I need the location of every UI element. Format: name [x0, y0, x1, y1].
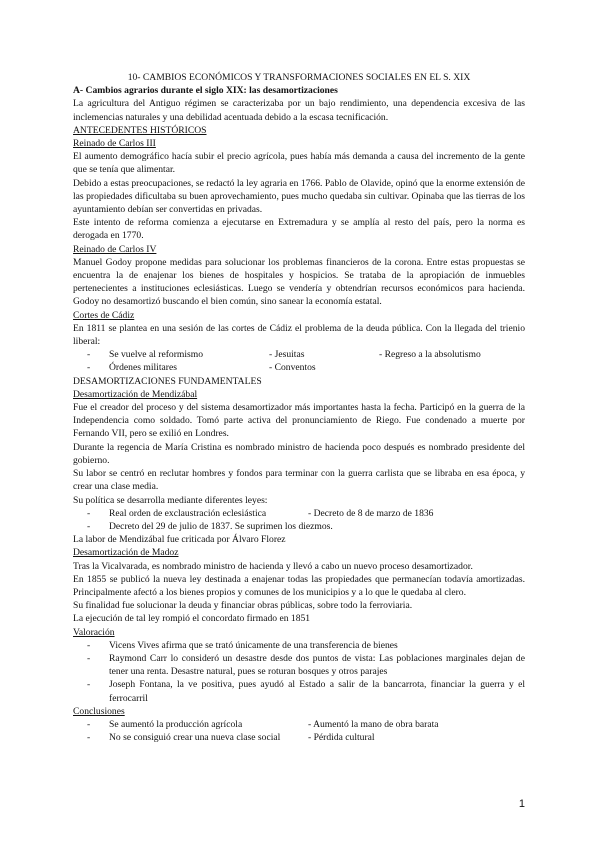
list-item: Se aumentó la producción agrícola: [109, 718, 243, 730]
intro-paragraph: La agricultura del Antiguo régimen se caracterizaba por un bajo rendimiento, una dependencia excesiva de las inclemencias naturales y una debilidad acentuada debido a la escasa tecnificación.: [73, 98, 525, 123]
list-item: - Vicens Vives afirma que se trató únicamente de una transferencia de bienes: [73, 639, 525, 652]
madoz-paragraph-3: Su finalidad fue solucionar la deuda y financiar obras públicas, sobre todo la ferroviaria.: [73, 600, 413, 612]
cadiz-list-row: [73, 348, 525, 361]
list-item: Se vuelve al reformismo: [109, 349, 204, 361]
list-item: Órdenes militares: [109, 362, 177, 374]
conclusiones-heading: Conclusiones: [73, 705, 125, 717]
list-item: - Conventos: [269, 362, 316, 374]
bullet-dash: -: [87, 520, 91, 532]
bullet-dash: -: [87, 639, 91, 651]
list-item: Decreto del 29 de julio de 1837. Se suprimen los diezmos.: [109, 520, 333, 532]
carlos3-heading: Reinado de Carlos III: [73, 138, 156, 150]
bullet-dash: -: [87, 362, 91, 374]
mendizabal-paragraph-5: La labor de Mendizábal fue criticada por Álvaro Florez: [73, 534, 286, 546]
laws-list-row: [73, 520, 525, 533]
mendizabal-paragraph-4: Su política se desarrolla mediante diferentes leyes:: [73, 494, 268, 506]
laws-list-row: [73, 507, 525, 520]
madoz-heading: Desamortización de Madoz: [73, 547, 179, 559]
carlos4-paragraph: Manuel Godoy propone medidas para solucionar los problemas financieros de la corona. Entre estas propuestas se encuentra la de enajenar los bienes de hospitales y hospicios. Se trataba de la apropiación de inmuebles pertenecientes a instituciones eclesiásticas. Luego se vendería y obtendrían recursos económicos para hacienda. Godoy no desamortizó buscando el bien común, sino sanear la economía estatal.: [73, 256, 525, 308]
bullet-dash: -: [87, 349, 91, 361]
cadiz-heading: Cortes de Cádiz: [73, 309, 135, 321]
carlos3-paragraph-3: Este intento de reforma comienza a ejecutarse en Extremadura y se amplía al resto del país, pero la norma es derogada en 1770.: [73, 217, 525, 242]
list-item: - Joseph Fontana, la ve positiva, pues ayudó al Estado a salir de la bancarrota, financiar la guerra y el ferrocarril: [73, 678, 525, 704]
list-item: - Aumentó la mano de obra barata: [308, 718, 439, 730]
list-item: Real orden de exclaustración eclesiástica: [109, 507, 267, 519]
list-item: - Decreto de 8 de marzo de 1836: [308, 507, 434, 519]
cadiz-list-row: [73, 361, 525, 374]
cadiz-paragraph: En 1811 se plantea en una sesión de las cortes de Cádiz el problema de la deuda pública. Con la llegada del trienio liberal:: [73, 322, 525, 348]
mendizabal-paragraph-3: Su labor se centró en reclutar hombres y fondos para terminar con la guerra carlista que se libraba en esa época, y crear una clase media.: [73, 468, 525, 493]
page-number: 1: [518, 798, 525, 810]
conclusiones-row: [73, 718, 525, 731]
list-item: - Regreso a la absolutismo: [379, 349, 481, 361]
fundamentales-heading: DESAMORTIZACIONES FUNDAMENTALES: [73, 375, 262, 387]
bullet-dash: -: [87, 507, 91, 519]
bullet-dash: -: [87, 718, 91, 730]
madoz-paragraph-2: En 1855 se publicó la nueva ley destinada a enajenar todas las propiedades que permanecían todavía amortizadas. Principalmente afectó a los bienes propios y comunes de los municipios y a lo que le quedaba al clero.: [73, 573, 525, 598]
carlos3-paragraph-2: Debido a estas preocupaciones, se redactó la ley agraria en 1766. Pablo de Olavide, opinó que la enorme extensión de las propiedades dificultaba su buen aprovechamiento, pues mucho quedaba sin cultivar. Opinaba que las tierras de los ayuntamiento debían ser convertidas en privadas.: [73, 177, 525, 216]
list-item: No se consiguió crear una nueva clase social: [109, 732, 281, 744]
document-title: 10- CAMBIOS ECONÓMICOS Y TRANSFORMACIONES SOCIALES EN EL S. XIX: [127, 72, 471, 83]
section-subtitle: A- Cambios agrarios durante el siglo XIX: las desamortizaciones: [73, 85, 338, 97]
antecedentes-heading: ANTECEDENTES HISTÓRICOS: [73, 124, 207, 136]
madoz-paragraph-4: La ejecución de tal ley rompió el concordato firmado en 1851: [73, 613, 311, 625]
bullet-dash: -: [87, 652, 91, 664]
valoracion-heading: Valoración: [73, 626, 115, 638]
list-item: - Pérdida cultural: [308, 732, 375, 744]
mendizabal-paragraph-2: Durante la regencia de María Cristina es nombrado ministro de hacienda poco después es nombrado presidente del gobierno.: [73, 441, 525, 466]
list-item: - Jesuitas: [269, 349, 305, 361]
mendizabal-paragraph-1: Fue el creador del proceso y del sistema desamortizador más importantes hasta la fecha. Participó en la guerra de la Independencia como soldado. Tomó parte activa del pronunciamiento de Riego. Fue condenado a muerte por Fernando VII, pero se exilió en Londres.: [73, 402, 525, 440]
bullet-dash: -: [87, 679, 91, 691]
mendizabal-heading: Desamortización de Mendizábal: [73, 388, 198, 400]
bullet-dash: -: [87, 732, 91, 744]
document-page: [73, 71, 525, 744]
carlos4-heading: Reinado de Carlos IV: [73, 243, 157, 255]
madoz-paragraph-1: Tras la Vicalvarada, es nombrado ministro de hacienda y llevó a cabo un nuevo proceso desamortizador.: [73, 560, 473, 572]
list-item: - Raymond Carr lo consideró un desastre desde dos puntos de vista: Las poblaciones marginales dejan de tener una renta. Desastre natural, pues se roturan bosques y otros parajes: [73, 652, 525, 678]
carlos3-paragraph-1: El aumento demográfico hacía subir el precio agrícola, pues había más demanda a causa del incremento de la gente que se tenía que alimentar.: [73, 151, 525, 176]
conclusiones-row: [73, 731, 525, 744]
